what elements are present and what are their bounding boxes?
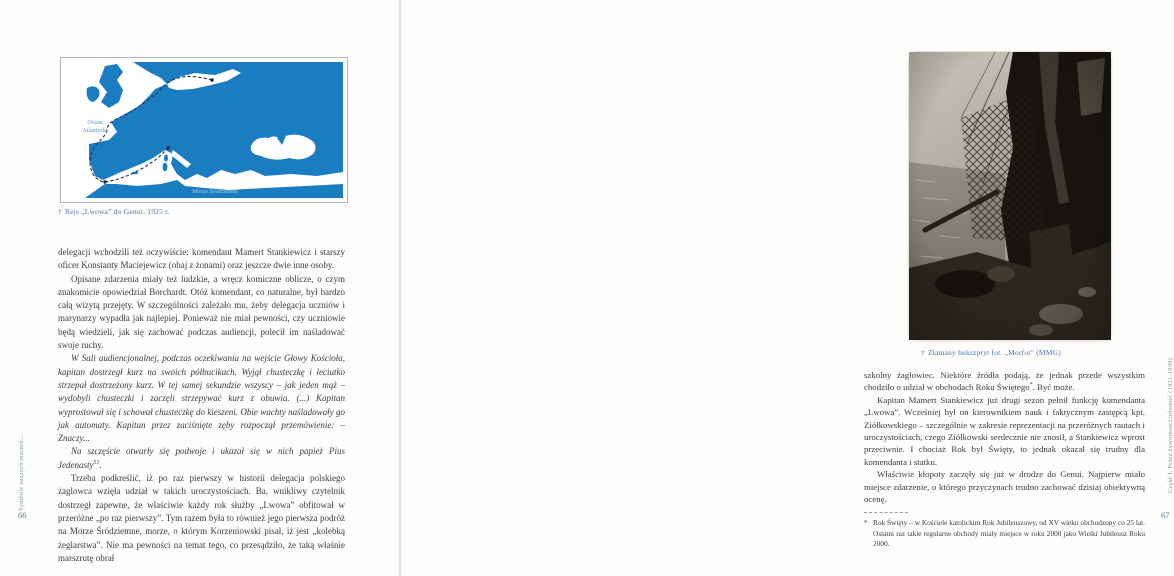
route-waypoint-gdynia-dot — [210, 78, 213, 81]
footnote — [864, 518, 1145, 549]
map-caption — [58, 207, 169, 216]
right-page-body-text — [864, 369, 1145, 549]
right-book-page — [401, 0, 1174, 576]
caption-marker-icon: † — [58, 207, 62, 216]
map-caption-text: Rejs „Lwowa” do Genui, 1925 r. — [64, 207, 170, 216]
photo-vignette — [909, 52, 1111, 340]
paragraph: Kapitan Mamert Stankiewicz już drugi sezon pełnił funkcję komendanta „Lwowa”. Wcześniej był on kierownikiem nauk i faktycznym zastępcą kpt. Ziółkowskiego – szczególnie w zakresie reprezentacji na przeróżnych rautach i uroczystościach, czego Ziółkowski serdecznie nie znosił, a Stankiewicz wprost przeciwnie. I chociaż Rok był Święty, to jednak okazał się trudny dla komendanta i statku. — [864, 394, 1145, 467]
atlantic-label-line1: Ocean — [87, 120, 103, 126]
photo-illustration — [909, 52, 1111, 340]
paragraph: W Sali audiencjonalnej, podczas oczekiwania na wejście Głowy Kościoła, kapitan dostrzegł kurz na swoich półbucikach. Wyjął chusteczkę i leciutko strzepał dostrzeżony kurz. W tej samej sekundzie wszyscy – jak jeden mąż – wydobyli chusteczki i zaczęli strzepywać kurz z obuwia. (...) Kapitan wyprostował się i schował chusteczkę do kieszeni. Obie wachty naśladowały go jak automaty. Kapitan przez zaciśnięte zęby rozpoczął przemówienie: – Znaczy... — [58, 353, 345, 444]
page-number-right: 67 — [1161, 510, 1170, 520]
route-waypoint-genoa-dot — [166, 146, 169, 149]
paragraph: szkolny żaglowiec. Niektóre źródła podają, że jednak przede wszystkim chodziło o udział w obchodach Roku Świętego*. Być może. — [864, 370, 1145, 393]
page-number-left: 66 — [18, 510, 27, 520]
atlantic-label-line2: Atlantycki — [82, 128, 108, 134]
mediterranean-label: Morze Śródziemne — [192, 189, 238, 195]
left-book-page — [0, 0, 399, 576]
paragraph: Trzeba podkreślić, iż po raz pierwszy w historii delegacja polskiego żaglowca wzięła udział w takich uroczystościach. Ba, wnikliwy czytelnik dostrzegł zapewne, że właściwie każdy rok służby „Lwowa” obfitował w przeróżne „po raz pierwszy”. Tym razem była to również jego pierwsza podróż na Morze Śródziemne, morze, o którym Korzeniowski pisał, iż jest „kolebką żeglarstwa”. Nie ma pewności na temat tego, co przesądziło, że taką właśnie marszrutę obrał — [58, 473, 345, 563]
right-page-paragraphs — [864, 369, 1145, 505]
paragraph: Właściwie kłopoty zaczęły się już w drodze do Genui. Najpierw miało miejsce zdarzenie, o którego przyczynach trudno zachować dzisiaj obiektywną ocenę. — [864, 469, 1145, 505]
photo-caption-text: Złamany bukszpryt fot. „Morfot” (MMG) — [927, 348, 1061, 357]
paragraph: delegacji wchodzili też oczywiście: komendant Mamert Stankiewicz i starszy oficer Konstanty Maciejewicz (obaj z żonami) oraz jeszcze dwie inne osoby. — [58, 247, 345, 271]
part-margin-title: Część I. Pełna żywotności młodość (1921-1939) — [1167, 357, 1174, 493]
route-waypoint-gibraltar-dot — [103, 180, 106, 183]
sardinia-island — [163, 163, 168, 172]
corsica-island — [164, 154, 168, 161]
footnote-separator — [864, 512, 908, 513]
paragraph: Na szczęście otwarły się podwoje i ukazał się w nich papież Pius Jedenasty$^{51}$. — [58, 446, 345, 470]
caption-marker-icon: † — [921, 348, 925, 357]
chapter-margin-title: Symbole naszych marzeń... — [18, 434, 25, 511]
broken-bowsprit-photo — [909, 52, 1111, 340]
footnote-marker: * — [864, 518, 868, 528]
route-map-figure — [60, 57, 348, 203]
paragraph: Opisane zdarzenia miały też ludzkie, a wręcz komiczne oblicze, o czym znakomicie opowiedział Borchardt. Otóż komendant, co naturalne, był bardzo całą wizytą przejęty. W szczególności zależało mu, żeby delegacja uczniów i marynarzy wypadła jak najlepiej. Ponieważ nie miał pewności, czy uczniowie będą wiedzieli, jak się zachować podczas audiencji, polecił im naśladować swoje ruchy. — [58, 273, 345, 351]
europe-map — [65, 62, 343, 198]
left-page-body-text — [58, 246, 345, 565]
photo-caption — [921, 348, 1121, 357]
footnote-text: Rok Święty – w Kościele katolickim Rok Jubileuszowy, od XV wieku obchodzony co 25 lat. Ostatni raz takie regularne obchody miały miejsce w roku 2000 jako Wielki Jubileusz Roku 2000. — [873, 518, 1145, 549]
